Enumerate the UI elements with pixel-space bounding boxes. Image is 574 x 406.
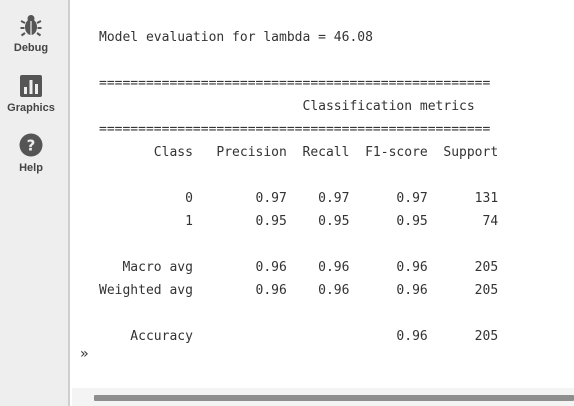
question-icon [18,132,44,158]
console-line-row: Weighted avg 0.96 0.96 0.96 205 [99,283,499,298]
console-line-heading: Classification metrics [99,99,475,114]
console-line-separator: ================================================== [99,122,491,137]
console-line-row: 0 0.97 0.97 0.97 131 [99,191,499,206]
console-output-area[interactable] [72,0,574,388]
console-line [99,164,498,187]
console-line-separator: ================================================== [99,76,491,91]
console-line-row: Macro avg 0.96 0.96 0.96 205 [99,260,499,275]
sidebar-item-label: Help [19,162,43,174]
sidebar-item-label: Debug [13,42,49,54]
sidebar-item-graphics[interactable] [0,72,62,114]
console-line [99,49,498,72]
sidebar [0,0,70,406]
console-line-header-row: Class Precision Recall F1-score Support [99,145,499,160]
scrollbar-thumb[interactable] [94,395,574,401]
bug-icon [18,12,44,38]
console-line-row: Accuracy 0.96 205 [99,329,499,344]
svg-text:?: ? [26,136,36,155]
bar-chart-icon [18,72,44,98]
horizontal-scrollbar[interactable] [72,388,574,406]
console-line [99,302,498,325]
console-output [99,26,498,348]
console-line-title: Model evaluation for lambda = 46.08 [99,30,373,45]
sidebar-item-help[interactable] [0,132,62,174]
console-line-row: 1 0.95 0.95 0.95 74 [99,214,499,229]
console-line [99,233,498,256]
sidebar-item-debug[interactable] [0,12,62,54]
console-prompt[interactable]: » [80,346,89,362]
sidebar-item-label: Graphics [7,102,55,114]
